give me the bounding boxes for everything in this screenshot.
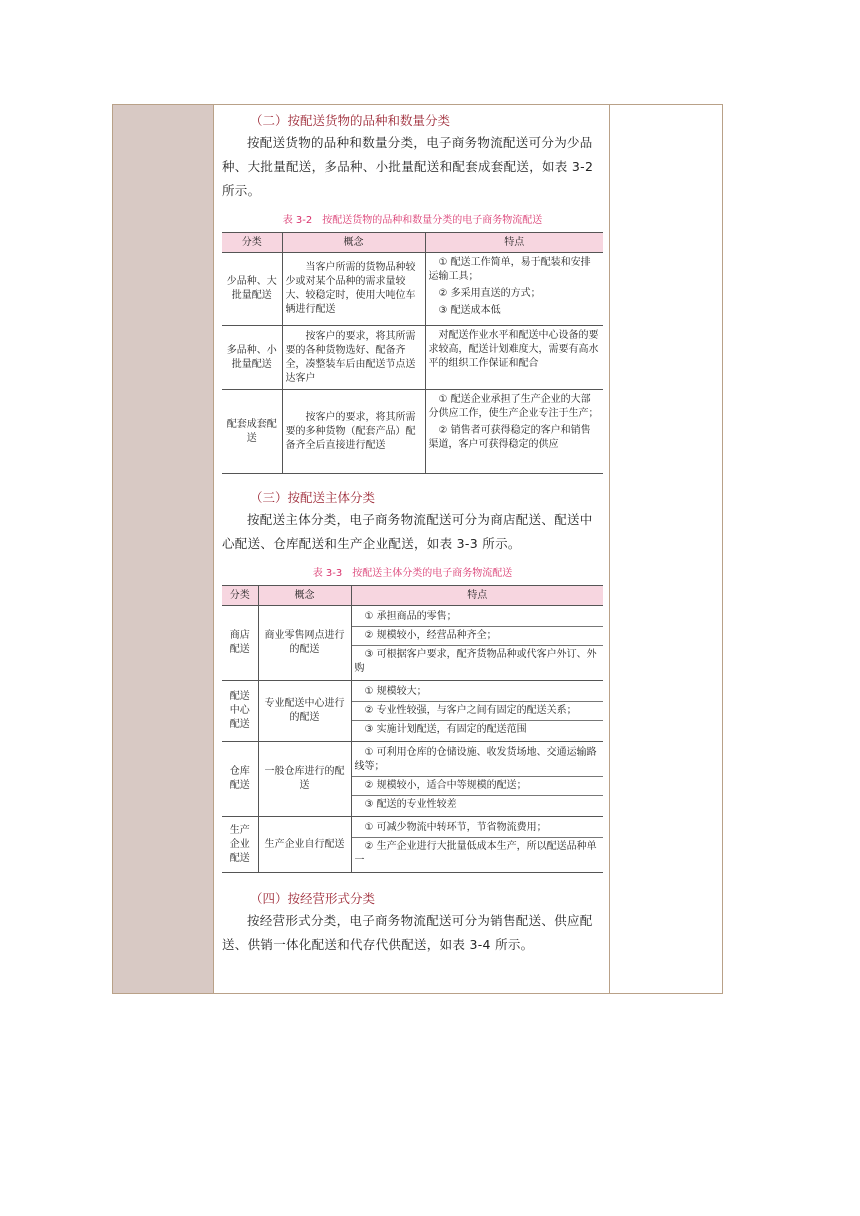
table-row	[222, 326, 603, 390]
feature-item: 对配送作业水平和配送中心设备的要求较高，配送计划难度大，需要有高水平的组织工作保证和配合	[428, 330, 599, 369]
table-row	[222, 390, 603, 474]
table2-header-features: 特点	[425, 233, 603, 253]
table-row	[222, 681, 603, 742]
feature-item: ③ 配送的专业性较差	[364, 799, 457, 810]
table-cell-category: 仓库配送	[222, 742, 258, 817]
table-cell-concept: 商业零售网点进行的配送	[258, 606, 351, 681]
table-cell-features	[425, 253, 603, 326]
table3-header-concept: 概念	[258, 586, 351, 606]
table-cell-features	[351, 606, 603, 681]
feature-item: ③ 配送成本低	[438, 305, 501, 316]
table-cell-category: 生产企业配送	[222, 817, 258, 873]
feature-item: ② 专业性较强，与客户之间有固定的配送关系；	[352, 702, 604, 721]
table2-header-row	[222, 233, 603, 253]
table-row	[222, 606, 603, 681]
feature-item: ② 规模较小，适合中等规模的配送；	[352, 777, 604, 796]
table3-caption: 表 3-3 按配送主体分类的电子商务物流配送	[312, 568, 513, 579]
section4-heading: （四）按经营形式分类	[250, 891, 376, 906]
table3-header-row	[222, 586, 603, 606]
left-margin-column	[113, 105, 214, 993]
section3-heading: （三）按配送主体分类	[250, 490, 376, 505]
table-cell-features	[351, 817, 603, 873]
table-cell-features	[425, 390, 603, 474]
section3-paragraph: 按配送主体分类，电子商务物流配送可分为商店配送、配送中心配送、仓库配送和生产企业配送，如表 3-3 所示。	[222, 512, 593, 551]
section4-paragraph: 按经营形式分类，电子商务物流配送可分为销售配送、供应配送、供销一体化配送和代存代供配送，如表 3-4 所示。	[222, 913, 593, 952]
feature-item: ① 可利用仓库的仓储设施、收发货场地、交通运输路线等；	[352, 744, 604, 777]
table3-header-cat: 分类	[222, 586, 258, 606]
table-row	[222, 742, 603, 817]
feature-item: ① 配送工作简单，易于配装和安排运输工具；	[428, 257, 591, 282]
page-frame	[112, 104, 723, 994]
feature-item: ① 承担商品的零售；	[352, 608, 604, 627]
table-cell-category: 少品种、大批量配送	[222, 253, 282, 326]
section2-paragraph: 按配送货物的品种和数量分类，电子商务物流配送可分为少品种、大批量配送，多品种、小批量配送和配套成套配送，如表 3-2 所示。	[222, 135, 594, 198]
right-margin-column	[609, 105, 722, 993]
table-cell-features	[351, 742, 603, 817]
content-column	[214, 105, 609, 993]
table2-header-concept: 概念	[282, 233, 425, 253]
table-cell-concept: 一般仓库进行的配送	[258, 742, 351, 817]
feature-item: ① 配送企业承担了生产企业的大部分供应工作，使生产企业专注于生产；	[428, 394, 599, 419]
table-cell-features	[425, 326, 603, 390]
table-cell-category: 配送中心配送	[222, 681, 258, 742]
table-cell-concept: 专业配送中心进行的配送	[258, 681, 351, 742]
table3-header-features: 特点	[351, 586, 603, 606]
table-cell-category: 商店配送	[222, 606, 258, 681]
table-cell-category: 多品种、小批量配送	[222, 326, 282, 390]
table-cell-features	[351, 681, 603, 742]
table2-caption: 表 3-2 按配送货物的品种和数量分类的电子商务物流配送	[282, 215, 543, 226]
table2-header-cat: 分类	[222, 233, 282, 253]
feature-item: ② 销售者可获得稳定的客户和销售渠道，客户可获得稳定的供应	[428, 425, 591, 450]
feature-item: ② 生产企业进行大批量低成本生产，所以配送品种单一	[354, 841, 597, 866]
table-cell-concept: 按客户的要求，将其所需要的各种货物选好、配备齐全，凑整装车后由配送节点送达客户	[282, 326, 425, 390]
table3	[222, 585, 603, 873]
feature-item: ① 可减少物流中转环节，节省物流费用；	[352, 819, 604, 838]
feature-item: ③ 实施计划配送，有固定的配送范围	[364, 724, 527, 735]
table-cell-concept: 生产企业自行配送	[258, 817, 351, 873]
section2-heading: （二）按配送货物的品种和数量分类	[250, 113, 451, 128]
feature-item: ② 规模较小，经营品种齐全；	[352, 627, 604, 646]
table-cell-concept: 按客户的要求，将其所需要的多种货物（配套产品）配备齐全后直接进行配送	[282, 390, 425, 474]
feature-item: ③ 可根据客户要求，配齐货物品种或代客户外订、外购	[354, 649, 597, 674]
table2	[222, 232, 603, 474]
feature-item: ① 规模较大；	[352, 683, 604, 702]
table-row	[222, 817, 603, 873]
table-row	[222, 253, 603, 326]
table-cell-category: 配套成套配送	[222, 390, 282, 474]
feature-item: ② 多采用直送的方式；	[438, 288, 541, 299]
table-cell-concept: 当客户所需的货物品种较少或对某个品种的需求量较大、较稳定时，使用大吨位车辆进行配送	[282, 253, 425, 326]
